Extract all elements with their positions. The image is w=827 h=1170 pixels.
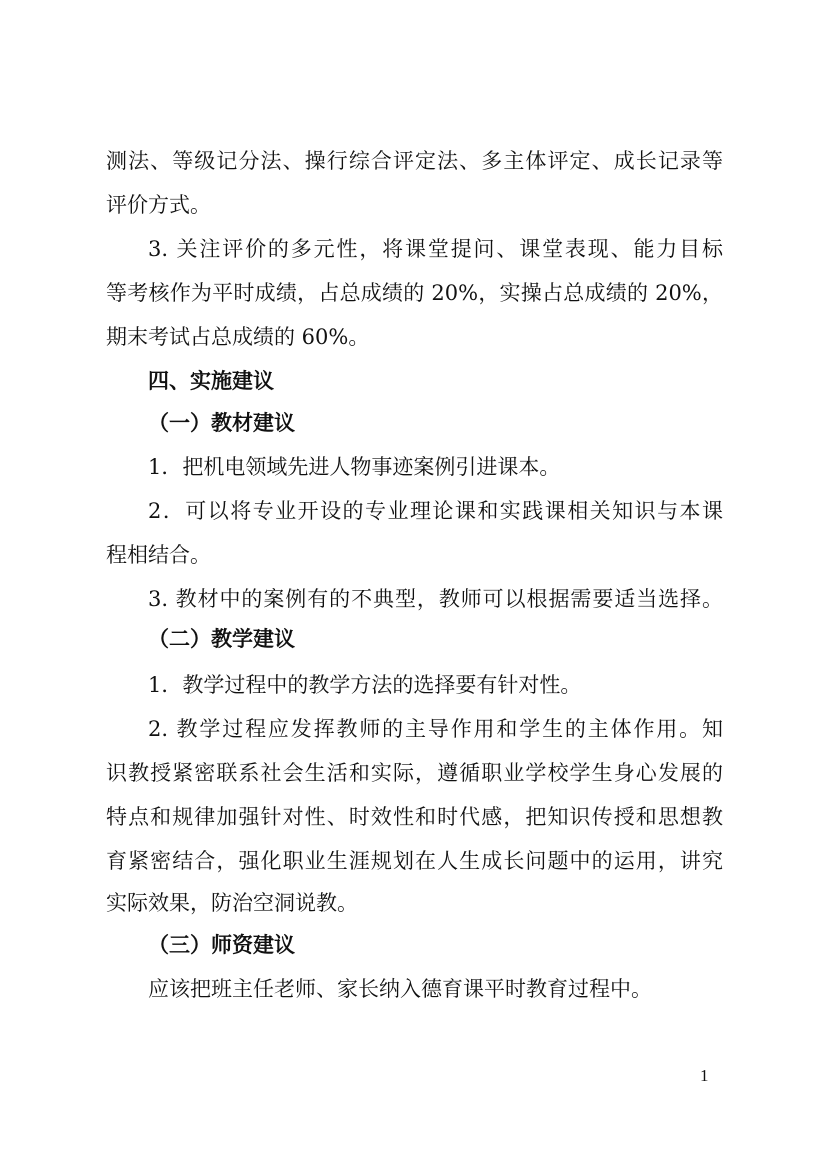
body-text-line: 等考核作为平时成绩，占总成绩的 20%，实操占总成绩的 20%，: [106, 281, 723, 305]
subsection-heading: （三）师资建议: [148, 932, 295, 957]
body-text-line: 1．把机电领域先进人物事迹案例引进课本。: [148, 455, 561, 479]
body-text-line: 评价方式。: [106, 193, 211, 217]
body-text-line: 2．可以将专业开设的专业理论课和实践课相关知识与本课: [148, 499, 723, 523]
body-text-line: 程相结合。: [106, 543, 211, 567]
body-text-line: 3. 关注评价的多元性，将课堂提问、课堂表现、能力目标: [148, 237, 723, 261]
body-text-line: 2. 教学过程应发挥教师的主导作用和学生的主体作用。知: [148, 717, 723, 741]
body-text-line: 期末考试占总成绩的 60%。: [106, 325, 370, 349]
section-heading: 四、实施建议: [148, 368, 274, 393]
body-text-line: 1．教学过程中的教学方法的选择要有针对性。: [148, 673, 582, 697]
body-text-line: 实际效果，防治空洞说教。: [106, 891, 358, 915]
subsection-heading: （一）教材建议: [148, 410, 295, 435]
body-text-line: 育紧密结合，强化职业生涯规划在人生成长问题中的运用，讲究: [106, 849, 723, 873]
body-text-line: 识教授紧密联系社会生活和实际，遵循职业学校学生身心发展的: [106, 761, 723, 785]
page-number: 1: [700, 1066, 709, 1085]
body-text-line: 应该把班主任老师、家长纳入德育课平时教育过程中。: [148, 977, 652, 1001]
body-text-line: 特点和规律加强针对性、时效性和时代感，把知识传授和思想教: [106, 805, 723, 829]
body-text-line: 测法、等级记分法、操行综合评定法、多主体评定、成长记录等: [106, 149, 723, 173]
body-text-line: 3. 教材中的案例有的不典型，教师可以根据需要适当选择。: [148, 587, 723, 611]
subsection-heading: （二）教学建议: [148, 626, 295, 651]
